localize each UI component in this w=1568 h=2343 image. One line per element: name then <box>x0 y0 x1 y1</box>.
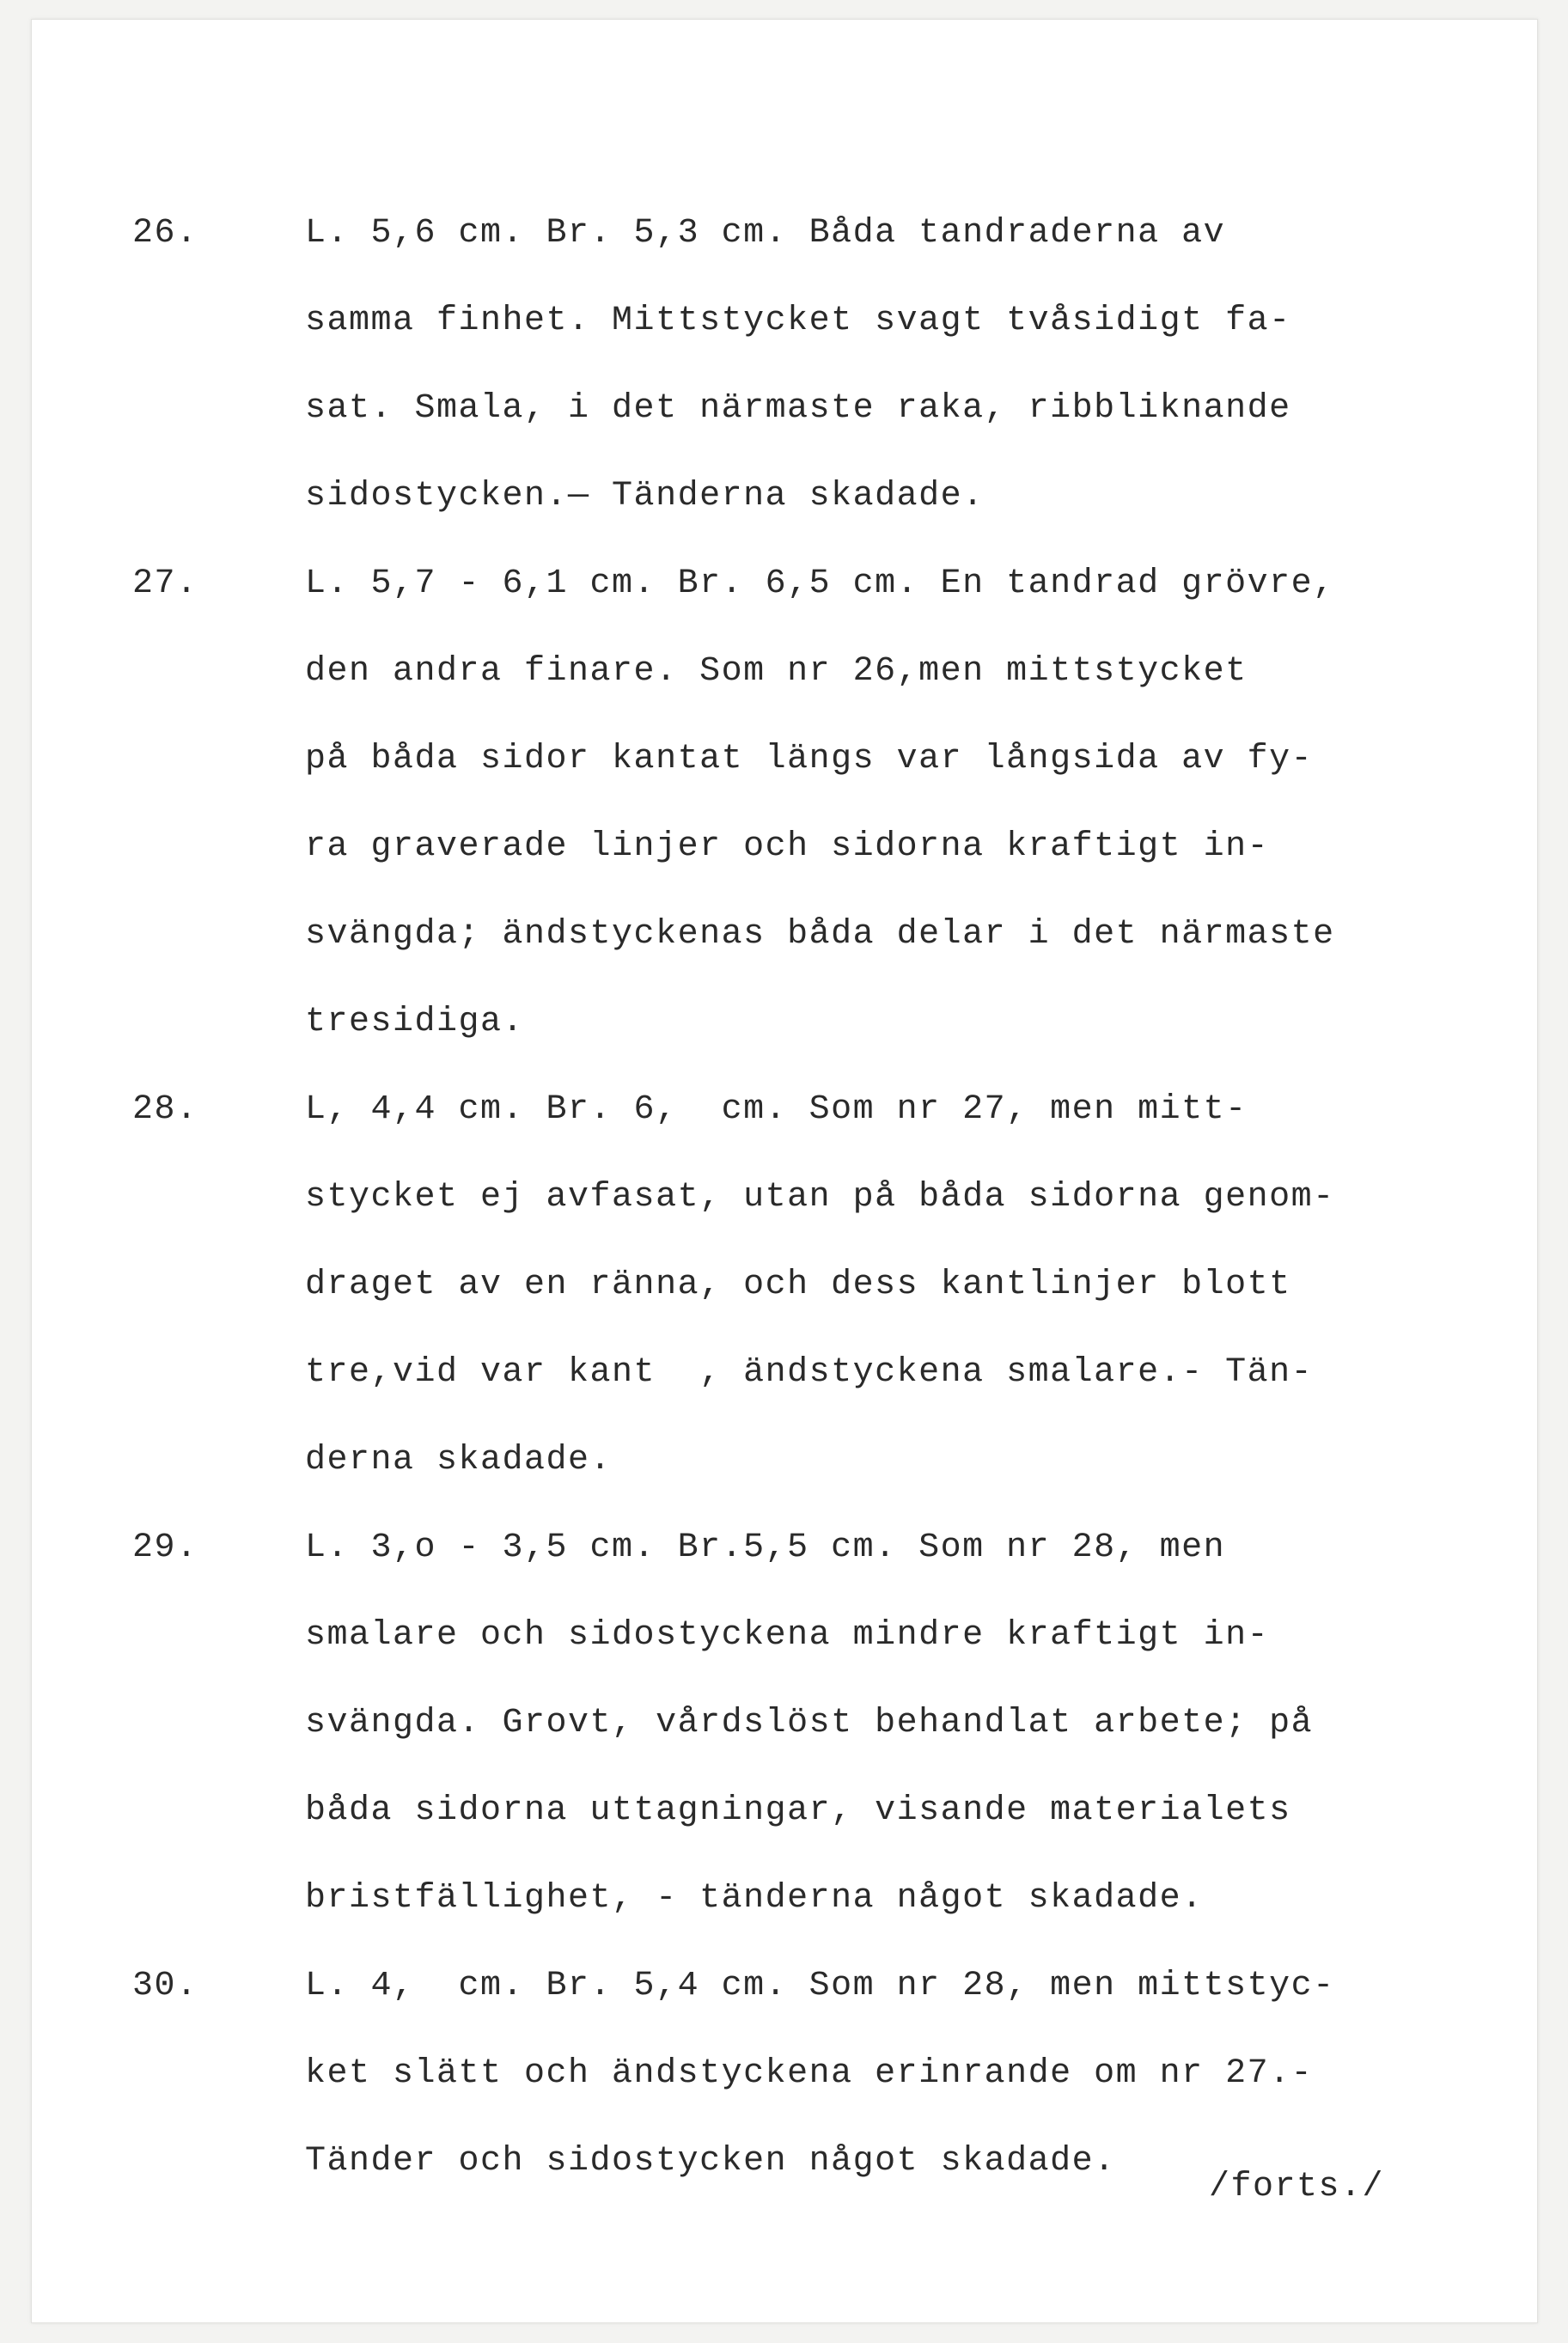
entry-28 <box>32 1066 1537 1504</box>
entry-number: 26. <box>132 214 198 253</box>
text-line: L. 3,o - 3,5 cm. Br.5,5 cm. Som nr 28, men <box>305 1528 1226 1567</box>
text-line: ket slätt och ändstyckena erinrande om nr 27.- <box>305 2054 1314 2093</box>
entry-list <box>32 190 1537 2206</box>
entry-number: 28. <box>132 1090 198 1129</box>
text-line: tresidiga. <box>305 1003 525 1041</box>
entry-number: 30. <box>132 1967 198 2005</box>
text-line: L, 4,4 cm. Br. 6, cm. Som nr 27, men mitt- <box>305 1090 1248 1129</box>
text-line: bristfällighet, - tänderna något skadade. <box>305 1879 1204 1918</box>
text-line: på båda sidor kantat längs var långsida av fy- <box>305 740 1314 778</box>
entry-27 <box>32 540 1537 1066</box>
text-line: samma finhet. Mittstycket svagt tvåsidigt fa- <box>305 302 1291 340</box>
text-line: svängda. Grovt, vårdslöst behandlat arbete; på <box>305 1704 1314 1742</box>
text-line: svängda; ändstyckenas båda delar i det närmaste <box>305 915 1335 954</box>
entry-text <box>305 540 1537 1066</box>
text-line: den andra finare. Som nr 26,men mittstycket <box>305 652 1248 691</box>
index-card <box>31 19 1538 2323</box>
text-line: derna skadade. <box>305 1441 613 1480</box>
entry-number: 27. <box>132 564 198 603</box>
text-line: L. 5,6 cm. Br. 5,3 cm. Båda tandraderna av <box>305 214 1226 253</box>
entry-29 <box>32 1504 1537 1943</box>
text-line: stycket ej avfasat, utan på båda sidorna genom- <box>305 1178 1335 1217</box>
text-line: sidostycken.— Tänderna skadade. <box>305 477 985 516</box>
text-line: smalare och sidostyckena mindre kraftigt in- <box>305 1616 1270 1655</box>
text-line: båda sidorna uttagningar, visande materialets <box>305 1791 1291 1830</box>
entry-30 <box>32 1943 1537 2206</box>
continuation-note: /forts./ <box>1208 2168 1384 2206</box>
text-line: sat. Smala, i det närmaste raka, ribbliknande <box>305 389 1291 428</box>
entry-number: 29. <box>132 1528 198 1567</box>
text-line: tre,vid var kant , ändstyckena smalare.- Tän- <box>305 1353 1314 1392</box>
text-line: ra graverade linjer och sidorna kraftigt in- <box>305 827 1270 866</box>
text-line: Tänder och sidostycken något skadade. <box>305 2142 1116 2181</box>
text-line: L. 5,7 - 6,1 cm. Br. 6,5 cm. En tandrad grövre, <box>305 564 1335 603</box>
entry-text <box>305 1943 1537 2206</box>
entry-text <box>305 190 1537 540</box>
text-line: L. 4, cm. Br. 5,4 cm. Som nr 28, men mittstyc- <box>305 1967 1335 2005</box>
entry-text <box>305 1504 1537 1943</box>
text-line: draget av en ränna, och dess kantlinjer blott <box>305 1266 1291 1304</box>
entry-text <box>305 1066 1537 1504</box>
entry-26 <box>32 190 1537 540</box>
